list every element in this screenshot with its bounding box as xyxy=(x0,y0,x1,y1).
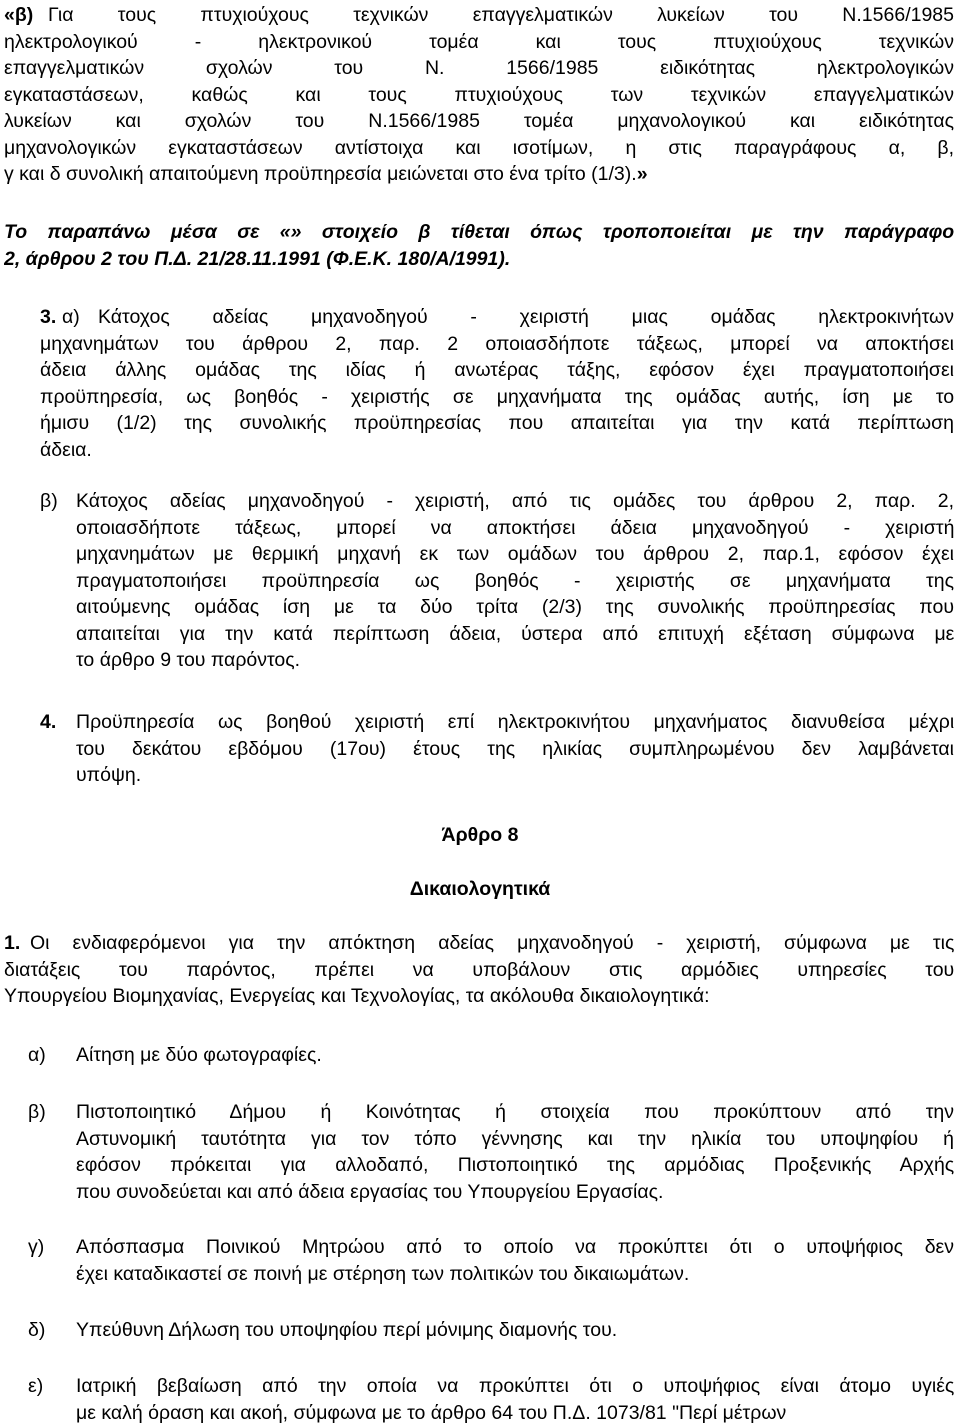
text-line: Πιστοποιητικό Δήμου ή Κοινότητας ή στοιχεία που προκύπτουν από την xyxy=(76,1101,954,1123)
document-item-label: β) xyxy=(28,1101,46,1123)
text-line: με καλή όραση και ακοή, σύμφωνα με το άρθρο 64 του Π.Δ. 1073/81 "Περί μέτρων xyxy=(76,1401,787,1424)
article-title: Άρθρο 8 xyxy=(441,824,519,846)
text-line: επαγγελματικών σχολών του Ν. 1566/1985 ειδικότητας ηλεκτρολογικών xyxy=(4,57,955,79)
amendment-note-line: Το παραπάνω μέσα σε «» στοιχείο β τίθεται όπως τροποποιείται με την παράγραφο xyxy=(4,221,955,243)
document-item-label: δ) xyxy=(28,1319,46,1341)
text-line: Κάτοχος αδείας μηχανοδηγού - χειριστή μιας ομάδας ηλεκτροκινήτων xyxy=(98,306,954,328)
text-line: του δεκάτου εβδόμου (17ου) έτους της ηλικίας συμπληρωμένου δεν λαμβάνεται xyxy=(76,737,954,760)
text-line: το άρθρο 9 του παρόντος. xyxy=(76,649,301,671)
article-subtitle: Δικαιολογητικά xyxy=(409,878,551,900)
text-line: προϋπηρεσία, ως βοηθός - χειριστής σε μηχανήματα της ομάδας αυτής, ίση με το xyxy=(40,385,955,408)
document-item-label: ε) xyxy=(28,1375,44,1397)
text-line: μηχανημάτων του άρθρου 2, παρ. 2 οποιασδήποτε τάξεως, μπορεί να αποκτήσει xyxy=(40,332,954,355)
text-line: διατάξεις του παρόντος, πρέπει να υποβάλουν στις αρμόδιες υπηρεσίες του xyxy=(4,958,955,981)
text-line: Προϋπηρεσία ως βοηθού χειριστή επί ηλεκτροκινήτου μηχανήματος διανυθείσα μέχρι xyxy=(76,711,955,733)
text-line: μηχανημάτων με θερμική μηχανή εκ των ομάδων του άρθρου 2, παρ.1, εφόσον έχει xyxy=(76,543,954,565)
text-line: εφόσον πρόκειται για αλλοδαπό, Πιστοποιητικό της αρμόδιας Προξενικής Αρχής xyxy=(76,1154,955,1176)
text-line: εγκαταστάσεων, καθώς και τους πτυχιούχους των τεχνικών επαγγελματικών xyxy=(4,83,954,106)
text-line: άδεια. xyxy=(40,438,92,461)
text-line: ήμισυ (1/2) της συνολικής προϋπηρεσίας που απαιτείται για την κατά περίπτωση xyxy=(40,412,954,434)
text-line: Ιατρική βεβαίωση από την οποία να προκύπτει ότι ο υποψήφιος είναι άτομο υγιές xyxy=(76,1375,955,1397)
text-line: οποιασδήποτε τάξεως, μπορεί να αποκτήσει άδεια μηχανοδηγού - χειριστή xyxy=(76,516,955,539)
text-line: πραγματοποιήσει προϋπηρεσία ως βοηθός - χειριστής σε μηχανήματα της xyxy=(76,569,954,592)
text-line: απαιτείται για την κατά περίπτωση άδεια, ύστερα από επιτυχή εξέταση σύμφωνα με xyxy=(76,622,955,645)
text-line: Αστυνομική ταυτότητα για τον τόπο γέννησης και την ηλικία του υποψηφίου ή xyxy=(76,1127,954,1150)
point-1-number: 1. xyxy=(4,932,21,954)
text-line: υπόψη. xyxy=(76,764,142,786)
point-3b-label: β) xyxy=(40,490,58,512)
text-line: Υπεύθυνη Δήλωση του υποψηφίου περί μόνιμης διαμονής του. xyxy=(76,1319,618,1341)
text-line: Υπουργείου Βιομηχανίας, Ενεργείας και Τεχνολογίας, τα ακόλουθα δικαιολογητικά: xyxy=(4,985,710,1007)
closing-quote-mark: » xyxy=(636,163,648,185)
amendment-note xyxy=(4,219,954,272)
paragraph-beta-label: «β) xyxy=(4,4,34,26)
amendment-note-line: 2, άρθρου 2 του Π.Δ. 21/28.11.1991 (Φ.Ε.Κ. 180/Α/1991). xyxy=(4,247,511,270)
text-line: λυκείων και σχολών του Ν.1566/1985 τομέα μηχανολογικού και ειδικότητας xyxy=(4,110,954,132)
text-line: αιτούμενης ομάδας ίση με τα δύο τρίτα (2/3) της συνολικής προϋπηρεσίας που xyxy=(76,596,954,618)
text-line: ηλεκτρολογικού - ηλεκτρονικού τομέα και τους πτυχιούχους τεχνικών xyxy=(4,30,954,53)
text-line: Οι ενδιαφερόμενοι για την απόκτηση αδείας μηχανοδηγού - χειριστή, σύμφωνα με τις xyxy=(30,932,955,954)
text-line: Απόσπασμα Ποινικού Μητρώου από το οποίο να προκύπτει ότι ο υποψήφιος δεν xyxy=(76,1236,954,1258)
text-line: έχει καταδικαστεί σε ποινή με στέρηση των πολιτικών του δικαιωμάτων. xyxy=(76,1262,690,1285)
text-line: άδεια άλλης ομάδας της ιδίας ή ανωτέρας τάξης, εφόσον έχει πραγματοποιήσει xyxy=(40,359,954,381)
text-line: Αίτηση με δύο φωτογραφίες. xyxy=(76,1044,322,1066)
document-item-label: γ) xyxy=(28,1236,45,1258)
document-item-label: α) xyxy=(28,1044,46,1066)
text-line: Κάτοχος αδείας μηχανοδηγού - χειριστή, από τις ομάδες του άρθρου 2, παρ. 2, xyxy=(76,490,954,512)
text-line-last: γ και δ συνολική απαιτούμενη προϋπηρεσία μειώνεται στο ένα τρίτο (1/3).» xyxy=(4,163,648,185)
text-line: μηχανολογικών εγκαταστάσεων αντίστοιχα και ισοτίμων, η στις παραγράφους α, β, xyxy=(4,136,954,159)
text-line: που συνοδεύεται και από άδεια εργασίας του Υπουργείου Εργασίας. xyxy=(76,1180,664,1203)
text-line: Για τους πτυχιούχους τεχνικών επαγγελματικών λυκείων του Ν.1566/1985 xyxy=(48,4,954,26)
point-3a-label: α) xyxy=(62,306,80,328)
point-4-number: 4. xyxy=(40,711,57,733)
point-3-number: 3. xyxy=(40,306,57,328)
